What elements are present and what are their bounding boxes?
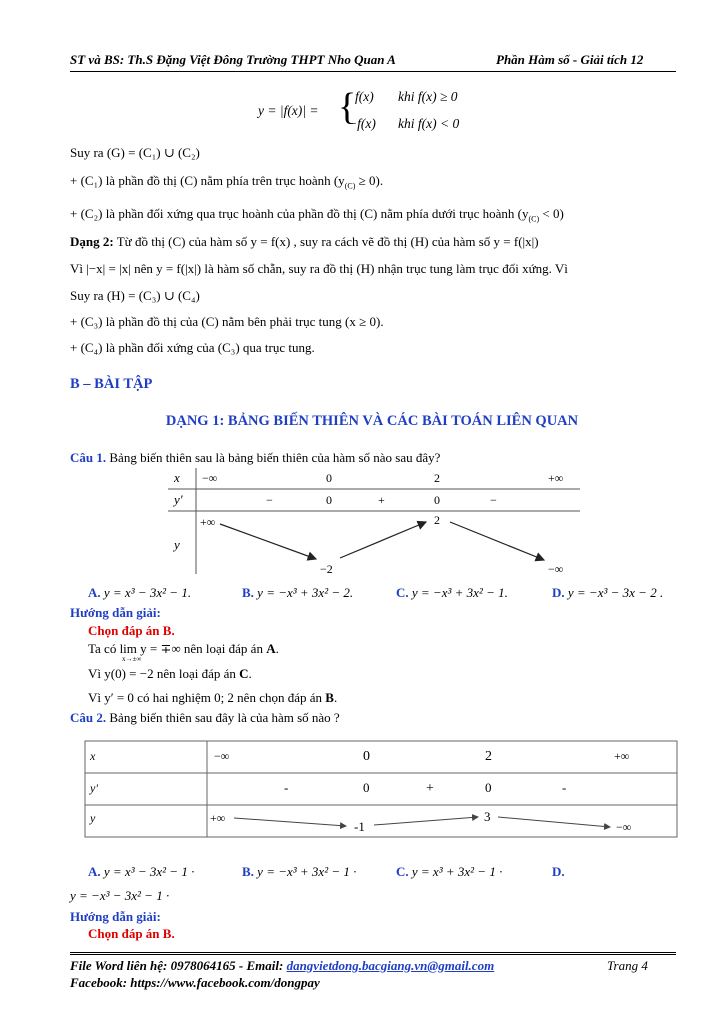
piecewise-case2-cond: khi f(x) < 0 (398, 116, 460, 131)
text-c2 (70, 206, 564, 224)
q1-option-a-label: A. (88, 585, 101, 600)
q1-prompt (70, 450, 440, 466)
q1-explain2-b: C (239, 666, 249, 681)
q2-option-d-expr: y = −x³ − 3x² − 1 · (70, 888, 170, 903)
footer-facebook: Facebook: https://www.facebook.com/dongpay (70, 975, 320, 990)
q2-guide-label: Hướng dẫn giải: (70, 909, 161, 924)
footer-line1 (70, 958, 494, 974)
q1-yp-sign3: − (490, 493, 497, 507)
q1-explain2: Vì y(0) = −2 nên loại đáp án C. (88, 666, 252, 681)
q2-option-a-label: A. (88, 864, 101, 879)
piecewise-case2-expr: −f(x) (348, 116, 376, 131)
dang2-text: Từ đồ thị (C) của hàm số y = f(x) , suy ra cách vẽ đồ thị (H) của hàm số y = f(|x|) (113, 234, 539, 249)
q1-yp-sign2: + (378, 493, 385, 507)
text-c1 (70, 173, 383, 191)
q2-x-head: x (90, 749, 96, 763)
q2-answer: Chọn đáp án B. (88, 926, 175, 941)
q1-explain3-b: B (325, 690, 334, 705)
text-c4: + (C₄) là phần đối xứng của (C₃) qua trục tung. (70, 340, 315, 355)
q2-x-pinf: +∞ (614, 749, 630, 763)
q2-x-minf: −∞ (214, 749, 230, 763)
q1-option-a-text: y = x³ − 3x² − 1. (103, 585, 192, 600)
q2-option-d-text (70, 888, 169, 904)
header-left: ST và BS: Th.S Đặng Việt Đông Trường THPT Nho Quan A (70, 52, 396, 67)
footer-rule (70, 952, 676, 955)
q1-limit-sub: x→±∞ (122, 655, 142, 663)
header-right: Phần Hàm số - Giải tích 12 (496, 52, 644, 67)
q2-option-a-text: y = x³ − 3x² − 1 · (103, 864, 195, 879)
q2-yp-sign1: - (284, 780, 289, 795)
text-c2-sub: (C) (528, 214, 540, 224)
q1-y-min: −2 (320, 562, 333, 576)
q1-x-0: 0 (326, 471, 332, 485)
dang2-label: Dạng 2: (70, 234, 114, 249)
footer-page-number: Trang 4 (607, 958, 648, 973)
q1-option-d (552, 585, 663, 601)
q1-option-b-label: B. (242, 585, 254, 600)
q2-option-b-text: y = −x³ + 3x² − 1 · (257, 864, 357, 879)
text-c3: + (C₃) là phần đồ thị của (C) nằm bên phải trục tung (x ≥ 0). (70, 314, 384, 329)
q1-text: Bảng biến thiên sau là bảng biến thiên của hàm số nào sau đây? (106, 450, 441, 465)
footer-email-link[interactable]: dangvietdong.bacgiang.vn@gmail.com (286, 958, 495, 973)
q1-yp-zero2: 0 (434, 493, 440, 507)
piecewise-lhs: y = |f(x)| = (258, 103, 319, 118)
q2-option-b-label: B. (242, 864, 254, 879)
q1-option-b (242, 585, 353, 601)
q1-y-pinf: +∞ (200, 515, 216, 529)
q1-explain1-a: Ta có lim y = ∓∞ nên loại đáp án (88, 641, 267, 656)
q2-arrow-up (374, 817, 478, 825)
text-c1-desc: + (C₁) là phần đồ thị (C) nằm phía trên trục hoành (y (70, 173, 345, 188)
q1-explain2-a: Vì y(0) = −2 nên loại đáp án (88, 666, 240, 681)
q1-option-c (396, 585, 508, 601)
text-suy-ra-h: Suy ra (H) = (C₃) ∪ (C₄) (70, 288, 200, 303)
q1-x-head: x (174, 470, 180, 485)
q2-x-0: 0 (363, 749, 370, 764)
q1-option-c-label: C. (396, 585, 409, 600)
q2-y-min: -1 (354, 819, 365, 834)
q2-y-head: y (90, 811, 96, 825)
q1-y-head: y (174, 537, 180, 552)
q2-yp-sign2: + (426, 781, 434, 796)
q1-explain1-b: A (266, 641, 276, 656)
q1-arrow-up (340, 522, 426, 558)
q1-arrow-down2 (450, 522, 544, 560)
q1-yp-sign1: − (266, 493, 273, 507)
q1-variation-table (160, 466, 590, 578)
footer-contact: File Word liên hệ: 0978064165 - Email: (70, 958, 287, 973)
q1-explain1: Ta có lim y = ∓∞ nên loại đáp án A. (88, 641, 279, 656)
q2-y-max: 3 (484, 809, 491, 824)
q1-x-minf: −∞ (202, 471, 218, 485)
q1-x-2: 2 (434, 471, 440, 485)
q2-prompt (70, 710, 340, 726)
text-suy-ra-g: Suy ra (G) = (C₁) ∪ (C₂) (70, 145, 200, 160)
header-rule (70, 71, 676, 72)
piecewise-case1-expr: f(x) (355, 89, 374, 104)
q2-label: Câu 2. (70, 710, 107, 725)
q1-explain3-a: Vì y′ = 0 có hai nghiệm 0; 2 nên chọn đáp án (88, 690, 326, 705)
q2-y-pinf: +∞ (210, 811, 226, 825)
text-c1-end: ≥ 0). (355, 173, 384, 188)
q1-yp-head: y′ (174, 492, 183, 507)
q2-yp-zero2: 0 (485, 780, 492, 795)
piecewise-case1-cond: khi f(x) ≥ 0 (398, 89, 458, 104)
q2-option-c (396, 864, 502, 880)
q2-arrow-down1 (234, 818, 346, 826)
text-dang2 (70, 234, 539, 250)
text-vi-line: Vì |−x| = |x| nên y = f(|x|) là hàm số chẵn, suy ra đồ thị (H) nhận trục tung làm trục đối xứng. Vì (70, 261, 568, 276)
q2-option-c-label: C. (396, 864, 409, 879)
q1-option-a (88, 585, 191, 601)
q2-yp-sign3: - (562, 780, 567, 795)
q1-explain3: Vì y′ = 0 có hai nghiệm 0; 2 nên chọn đáp án B. (88, 690, 338, 705)
q1-answer: Chọn đáp án B. (88, 623, 175, 638)
q2-yp-head: y' (90, 781, 98, 795)
q1-option-d-text: y = −x³ − 3x − 2 . (567, 585, 664, 600)
text-c1-sub: (C) (344, 181, 356, 191)
q1-option-b-text: y = −x³ + 3x² − 2. (257, 585, 354, 600)
q2-text: Bảng biến thiên sau đây là của hàm số nào ? (106, 710, 340, 725)
q1-y-max: 2 (434, 513, 440, 527)
dang1-title: DẠNG 1: BẢNG BIẾN THIÊN VÀ CÁC BÀI TOÁN LIÊN QUAN (165, 413, 579, 429)
q2-option-a (88, 864, 194, 880)
text-c2-end: < 0) (539, 206, 564, 221)
q2-option-c-text: y = x³ + 3x² − 1 · (411, 864, 503, 879)
q2-yp-zero1: 0 (363, 780, 370, 795)
q2-option-d-label: D. (552, 864, 565, 879)
q1-yp-zero1: 0 (326, 493, 332, 507)
section-b-title: B – BÀI TẬP (70, 376, 153, 392)
q2-y-minf: −∞ (616, 820, 632, 834)
q1-option-d-label: D. (552, 585, 565, 600)
q1-label: Câu 1. (70, 450, 107, 465)
q2-variation-table (84, 740, 680, 840)
text-c2-desc: + (C₂) là phần đối xứng qua trục hoành của phần đồ thị (C) nằm phía dưới trục hoành (y (70, 206, 529, 221)
q2-x-2: 2 (485, 749, 492, 764)
q1-arrow-down1 (220, 524, 316, 559)
q1-guide-label: Hướng dẫn giải: (70, 605, 161, 620)
q1-y-minf: −∞ (548, 562, 564, 576)
brace-symbol: { (338, 86, 357, 128)
q2-option-d (552, 864, 565, 880)
q2-arrow-down2 (498, 817, 610, 827)
q1-option-c-text: y = −x³ + 3x² − 1. (411, 585, 508, 600)
q2-option-b (242, 864, 356, 880)
q1-x-pinf: +∞ (548, 471, 564, 485)
